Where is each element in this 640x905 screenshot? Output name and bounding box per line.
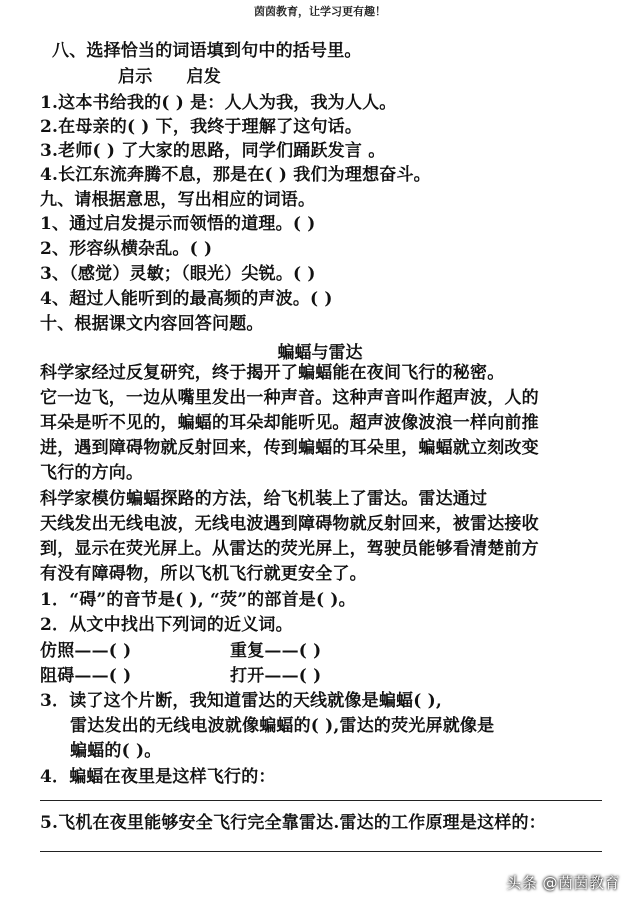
passage-p2-line-2: 天线发出无线电波，无线电波遇到障碍物就反射回来，被雷达接收	[40, 514, 539, 534]
passage-p1-line-4: 进，遇到障碍物就反射回来，传到蝙蝠的耳朵里，蝙蝠就立刻改变	[40, 438, 539, 458]
passage-p2-line-3: 到，显示在荧光屏上。从雷达的荧光屏上，驾驶员能够看清楚前方	[40, 539, 539, 559]
section-8-question-1: 1.这本书给我的( ) 是：人人为我，我为人人。	[40, 93, 397, 113]
synonym-item-zuai: 阻碍——( )	[40, 666, 132, 686]
section-8-question-3: 3.老师( ) 了大家的思路，同学们踊跃发言 。	[40, 141, 386, 161]
passage-p1-line-2: 它一边飞，一边从嘴里发出一种声音。这种声音叫作超声波，人的	[40, 388, 539, 408]
synonym-item-fangzhao: 仿照——( )	[40, 641, 132, 661]
section-9-question-1: 1、通过启发提示而领悟的道理。( )	[40, 214, 316, 234]
section-9-question-4: 4、超过人能听到的最高频的声波。( )	[40, 289, 333, 309]
reading-question-3-line-3: 蝙蝠的( )。	[70, 741, 162, 761]
passage-p1-line-5: 飞行的方向。	[40, 463, 144, 483]
section-8-heading: 八、选择恰当的词语填到句中的括号里。	[52, 41, 362, 61]
section-8-question-4: 4.长江东流奔腾不息，那是在( ) 我们为理想奋斗。	[40, 165, 431, 185]
watermark: 头条 @茵茵教育	[506, 874, 620, 892]
section-9-question-3: 3、（感觉）灵敏；（眼光）尖锐。( )	[40, 264, 316, 284]
reading-question-1: 1．“碍”的音节是( ), “荧”的部首是( )。	[40, 590, 356, 610]
section-9-heading: 九、请根据意思，写出相应的词语。	[40, 190, 316, 210]
passage-title: 蝙蝠与雷达	[277, 343, 363, 363]
reading-question-4: 4．蝙蝠在夜里是这样飞行的：	[40, 767, 276, 787]
passage-p1-line-1: 科学家经过反复研究，终于揭开了蝙蝠能在夜间飞行的秘密。	[40, 363, 505, 383]
section-8-question-2: 2.在母亲的( ) 下，我终于理解了这句话。	[40, 117, 363, 137]
reading-question-5: 5.飞机在夜里能够安全飞行完全靠雷达.雷达的工作原理是这样的：	[40, 813, 546, 833]
section-10-heading: 十、根据课文内容回答问题。	[40, 314, 264, 334]
passage-p2-line-4: 有没有障碍物，所以飞机飞行就更安全了。	[40, 564, 367, 584]
answer-line-q5	[40, 851, 602, 852]
passage-p1-line-3: 耳朵是听不见的，蝙蝠的耳朵却能听见。超声波像波浪一样向前推	[40, 413, 539, 433]
reading-question-3-line-1: 3．读了这个片断，我知道雷达的天线就像是蝙蝠( ),	[40, 691, 442, 711]
page-header: 茵茵教育，让学习更有趣！	[254, 5, 386, 18]
synonym-item-dakai: 打开——( )	[230, 666, 322, 686]
section-8-word-options: 启示 启发	[118, 67, 221, 87]
section-9-question-2: 2、形容纵横杂乱。( )	[40, 239, 213, 259]
passage-p2-line-1: 科学家模仿蝙蝠探路的方法，给飞机装上了雷达。雷达通过	[40, 489, 488, 509]
answer-line-q4	[40, 800, 602, 801]
synonym-item-chongfu: 重复——( )	[230, 641, 322, 661]
reading-question-2: 2．从文中找出下列词的近义词。	[40, 615, 293, 635]
reading-question-3-line-2: 雷达发出的无线电波就像蝙蝠的( ),雷达的荧光屏就像是	[70, 716, 495, 736]
